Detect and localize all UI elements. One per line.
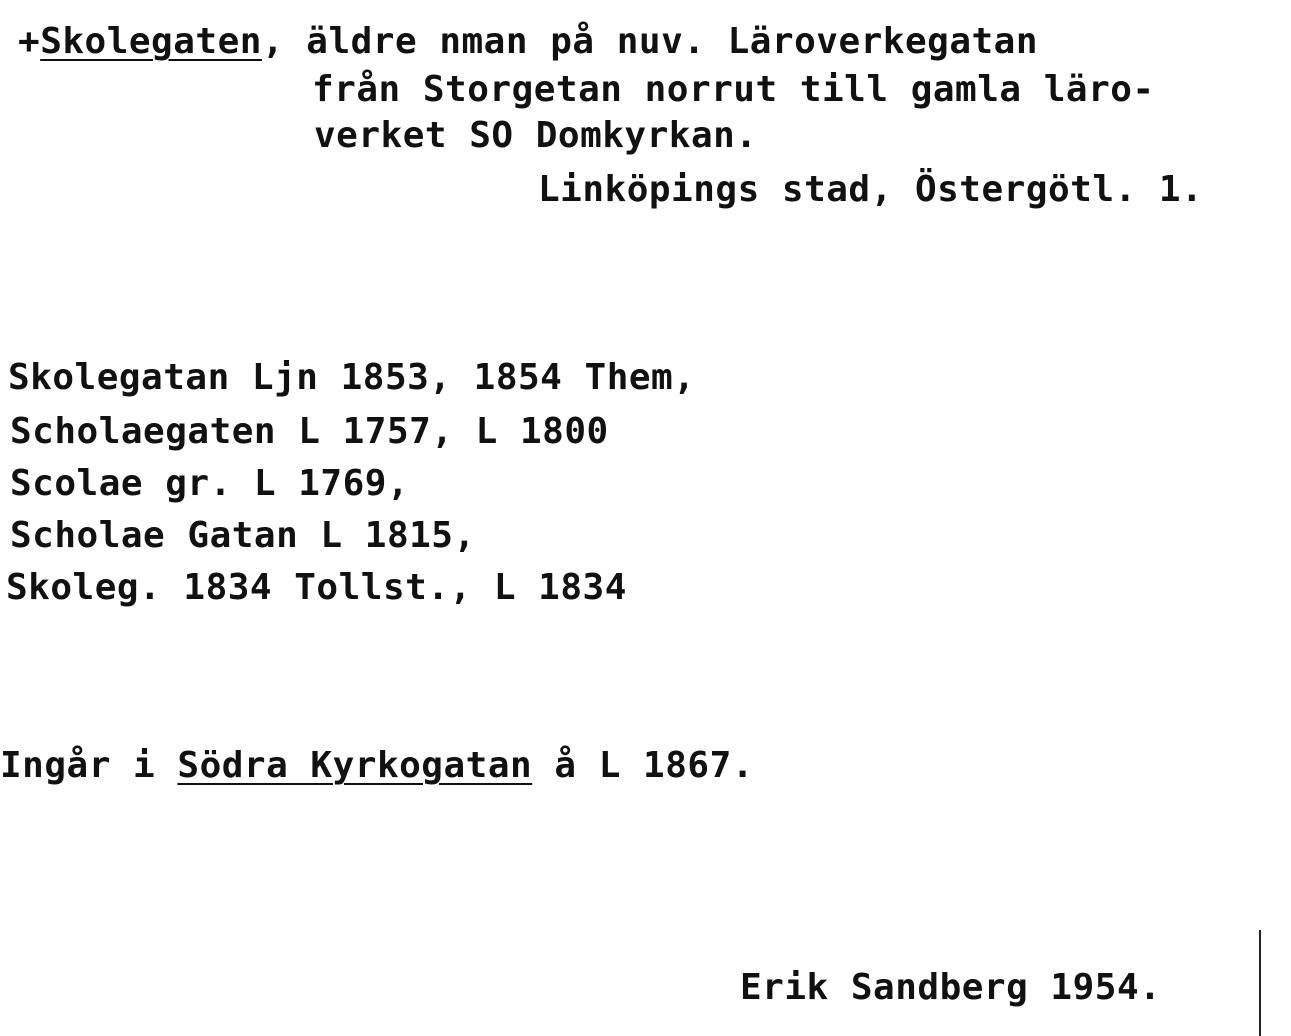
- attestation-line: Skolegatan Ljn 1853, 1854 Them,: [8, 357, 696, 398]
- attestation-line: Scholae Gatan L 1815,: [10, 515, 476, 556]
- heading-line-1: [18, 22, 1038, 62]
- attestation-line: Skoleg. 1834 Tollst., L 1834: [6, 567, 627, 608]
- location-line: Linköpings stad, Östergötl. 1.: [538, 169, 1204, 210]
- note-link-street: Södra Kyrkogatan: [177, 745, 533, 786]
- note-prefix: Ingår i: [0, 745, 178, 786]
- heading-line-2: från Storgetan norrut till gamla läro-: [312, 69, 1155, 110]
- note-suffix: å L 1867.: [532, 745, 754, 786]
- attestation-line: Scholaegaten L 1757, L 1800: [10, 411, 609, 452]
- signature: Erik Sandberg 1954.: [740, 967, 1162, 1008]
- edge-mark: [1259, 930, 1261, 1036]
- headword: Skolegaten: [40, 21, 262, 62]
- note-line: [0, 746, 754, 786]
- heading-line-3: verket SO Domkyrkan.: [314, 115, 758, 156]
- prefix-mark: +: [18, 21, 41, 62]
- attestation-line: Scolae gr. L 1769,: [10, 463, 410, 504]
- heading-line-1-rest: , äldre nman på nuv. Läroverkegatan: [261, 21, 1039, 62]
